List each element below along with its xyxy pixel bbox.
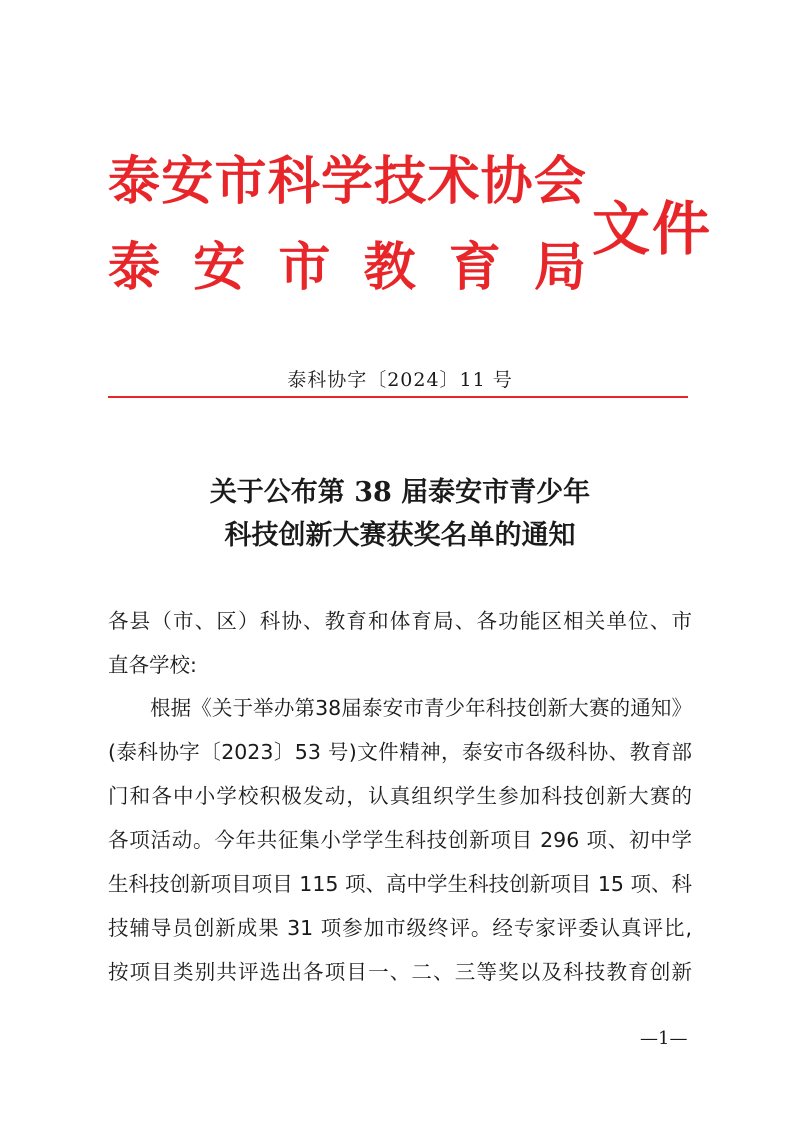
body-text-line: 按项目类别共评选出各项目一、二、三等奖以及科技教育创新 bbox=[108, 960, 692, 984]
notice-title-line1: 关于公布第 38 届泰安市青少年 bbox=[209, 477, 591, 508]
red-divider bbox=[108, 396, 688, 398]
salutation-line: 直各学校: bbox=[108, 653, 197, 677]
page-number: —1— bbox=[640, 1028, 688, 1049]
org-char: 科 bbox=[267, 151, 320, 212]
org-char: 泰 bbox=[108, 237, 161, 298]
org-char: 术 bbox=[427, 151, 480, 212]
issuer-org-jiaoyuju bbox=[108, 238, 586, 298]
body-text-line: 技辅导员创新成果 31 项参加市级终评。经专家评委认真评比, bbox=[108, 916, 692, 940]
body-text-line: (泰科协字〔2023〕53 号)文件精神，泰安市各级科协、教育部 bbox=[108, 740, 692, 764]
body-text-line: 各项活动。今年共征集小学学生科技创新项目 296 项、初中学 bbox=[108, 828, 692, 852]
org-char: 市 bbox=[278, 237, 331, 298]
org-char: 泰 bbox=[108, 151, 161, 212]
body-text-line: 根据《关于举办第38届泰安市青少年科技创新大赛的通知》 bbox=[150, 696, 692, 720]
org-char: 会 bbox=[533, 151, 586, 212]
org-char: 育 bbox=[448, 237, 501, 298]
salutation-line: 各县（市、区）科协、教育和体育局、各功能区相关单位、市 bbox=[108, 609, 692, 633]
body-text-line: 门和各中小学校积极发动，认真组织学生参加科技创新大赛的 bbox=[108, 784, 692, 808]
body-text-line: 生科技创新项目项目 115 项、高中学生科技创新项目 15 项、科 bbox=[108, 872, 692, 896]
org-char: 安 bbox=[161, 151, 214, 212]
org-char: 学 bbox=[320, 151, 373, 212]
org-char: 市 bbox=[214, 151, 267, 212]
notice-title-line2: 科技创新大赛获奖名单的通知 bbox=[224, 520, 576, 551]
org-char: 教 bbox=[363, 237, 416, 298]
org-char: 协 bbox=[480, 151, 533, 212]
document-number: 泰科协字〔2024〕11 号 bbox=[287, 369, 513, 391]
org-char: 技 bbox=[374, 151, 427, 212]
issuer-org-kexie bbox=[108, 152, 586, 212]
org-char: 安 bbox=[193, 237, 246, 298]
org-char: 局 bbox=[533, 237, 586, 298]
document-suffix: 文件 bbox=[592, 195, 713, 263]
